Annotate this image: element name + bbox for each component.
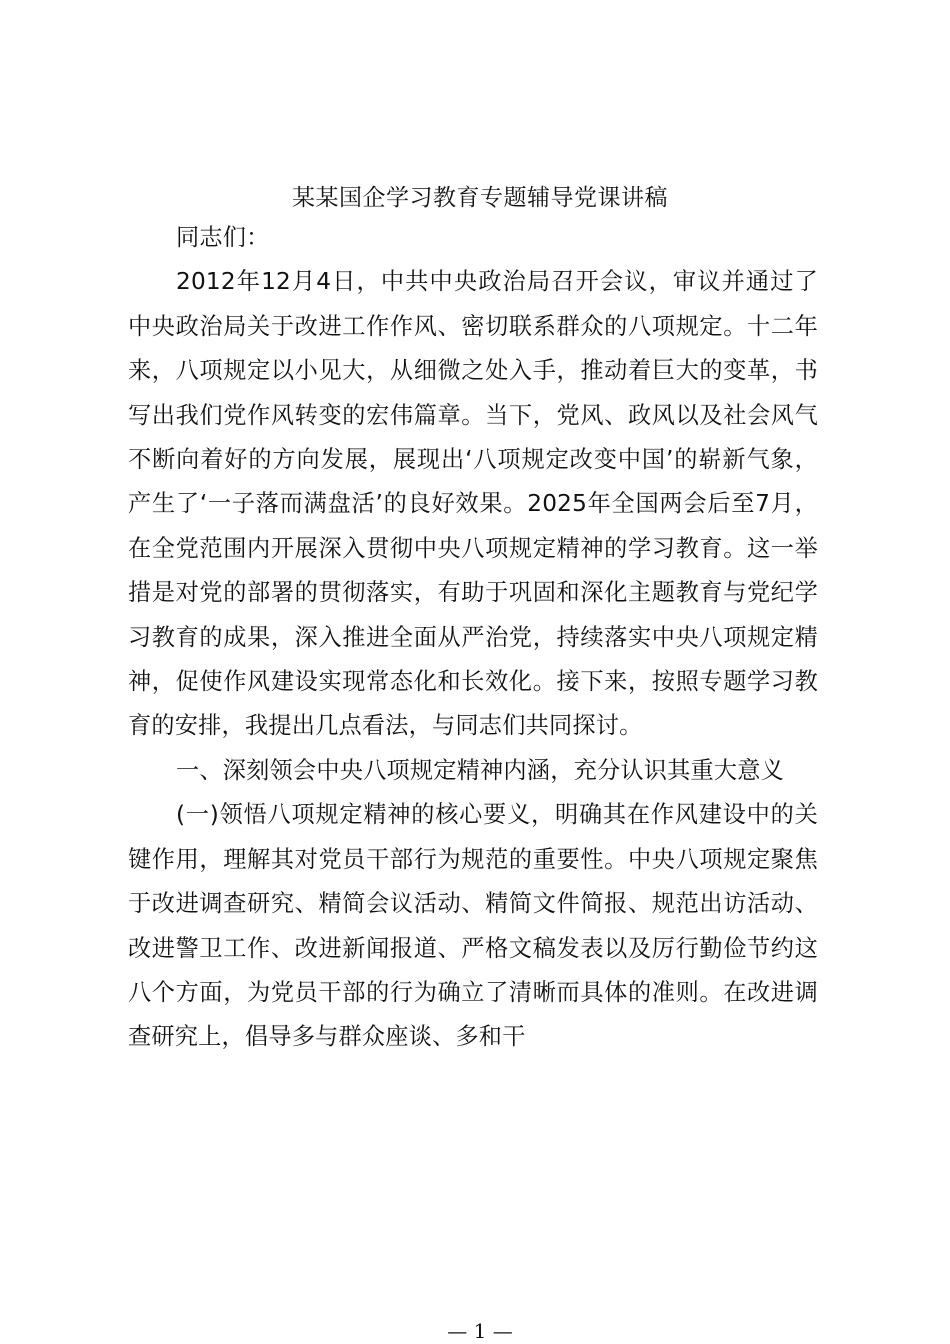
page-number: — 1 — bbox=[447, 1319, 513, 1343]
paragraph-subsection-1: (一)领悟八项规定精神的核心要义，明确其在作风建设中的关键作用，理解其对党员干部行为规范的重要性。中央八项规定聚焦于改进调查研究、精简会议活动、精简文件简报、规范出访活动、改进警卫工作、改进新闻报道、严格文稿发表以及厉行勤俭节约这八个方面，为党员干部的行为确立了清晰而具体的准则。在改进调查研究上，倡导多与群众座谈、多和干 bbox=[128, 801, 818, 1051]
document-title: 某某国企学习教育专题辅导党课讲稿 bbox=[292, 185, 668, 211]
document-body bbox=[128, 216, 818, 1060]
paragraph-intro: 2012年12月4日，中共中央政治局召开会议，审议并通过了中央政治局关于改进工作作风、密切联系群众的八项规定。十二年来，八项规定以小见大，从细微之处入手，推动着巨大的变革，书写出我们党作风转变的宏伟篇章。当下，党风、政风以及社会风气不断向着好的方向发展，展现出‘八项规定改变中国’的崭新气象，产生了‘一子落而满盘活’的良好效果。2025年全国两会后至7月，在全党范围内开展深入贯彻中央八项规定精神的学习教育。这一举措是对党的部署的贯彻落实，有助于巩固和深化主题教育与党纪学习教育的成果，深入推进全面从严治党，持续落实中央八项规定精神，促使作风建设实现常态化和长效化。接下来，按照专题学习教育的安排，我提出几点看法，与同志们共同探讨。 bbox=[128, 268, 818, 740]
section-heading-1: 一、深刻领会中央八项规定精神内涵，充分认识其重大意义 bbox=[176, 756, 785, 784]
greeting: 同志们： bbox=[176, 224, 270, 251]
